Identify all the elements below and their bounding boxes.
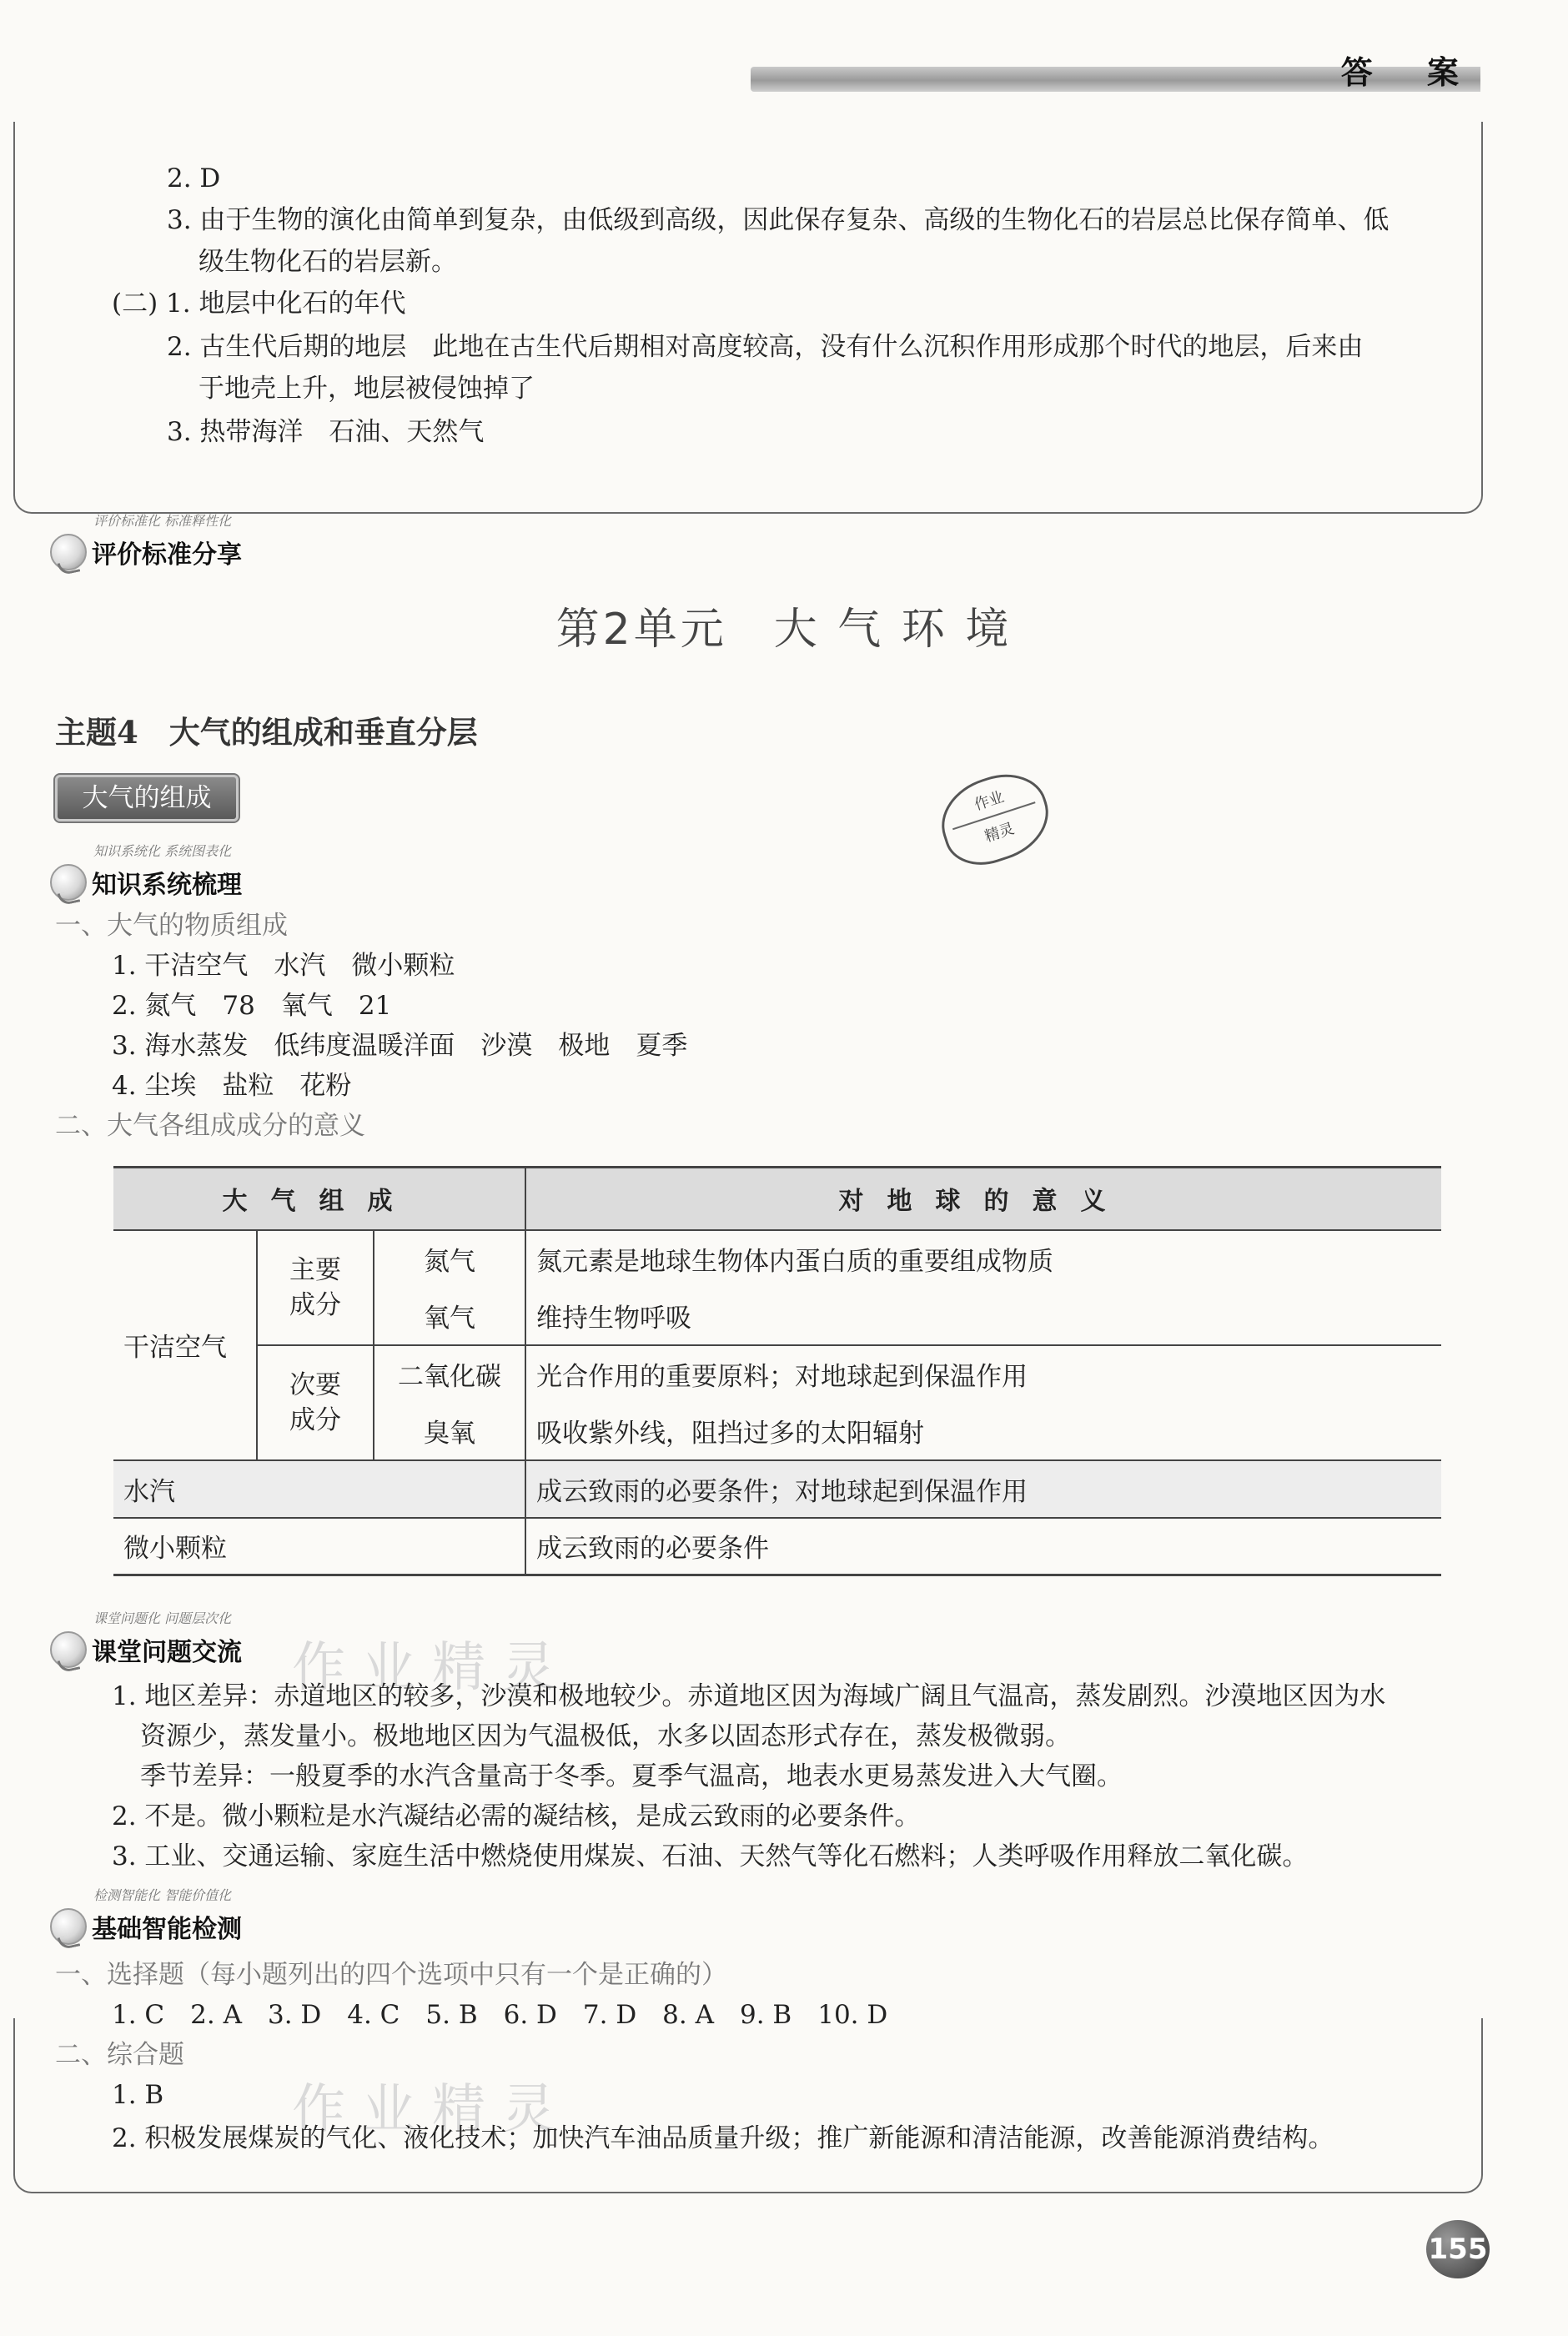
table-cell: 成云致雨的必要条件 (525, 1518, 1441, 1575)
table-cell: 氮元素是地球生物体内蛋白质的重要组成物质 (525, 1230, 1441, 1288)
section-bullet-icon (50, 534, 87, 570)
answer-line: (二) 1. 地层中化石的年代 (112, 289, 406, 319)
section-subtitle: 课堂问题化 问题层次化 (93, 1610, 232, 1626)
page-number: 155 (1426, 2220, 1490, 2278)
answer-line: 1. C 2. A 3. D 4. C 5. B 6. D 7. D 8. A 9. B 10. D (112, 2000, 888, 2030)
table-header: 对地球的意义 (525, 1168, 1441, 1230)
section-classroom (50, 1610, 242, 1668)
answer-frame-bottom (13, 2018, 1483, 2193)
topic-title: 主题4 大气的组成和垂直分层 (55, 714, 478, 751)
subheading: 一、大气的物质组成 (55, 911, 288, 941)
answer-line: 级生物化石的岩层新。 (199, 247, 457, 277)
answer-line: 3. 热带海洋 石油、天然气 (167, 417, 485, 447)
answer-line: 3. 由于生物的演化由简单到复杂，由低级到高级，因此保存复杂、高级的生物化石的岩层总比保存简单、低 (167, 205, 1390, 235)
subheading: 一、选择题（每小题列出的四个选项中只有一个是正确的） (55, 1960, 727, 1990)
table-header: 大气组成 (113, 1168, 525, 1230)
list-item: 1. 干洁空气 水汽 微小颗粒 (112, 951, 455, 981)
table-cell: 成云致雨的必要条件；对地球起到保温作用 (525, 1460, 1441, 1518)
table-cell: 水汽 (113, 1460, 525, 1518)
topic-tag: 大气的组成 (55, 775, 239, 821)
section-bullet-icon (50, 1631, 87, 1668)
minor-components-cell: 次要成分 (257, 1345, 374, 1460)
homework-stamp (931, 762, 1060, 875)
section-title: 基础智能检测 (92, 1915, 242, 1944)
list-item: 4. 尘埃 盐粒 花粉 (112, 1071, 352, 1101)
section-evaluation (50, 513, 242, 570)
section-bullet-icon (50, 1908, 87, 1945)
stamp-line: 精灵 (983, 820, 1017, 846)
answer-line: 2. 积极发展煤炭的气化、液化技术；加快汽车油品质量升级；推广新能源和清洁能源，改善能源消费结构。 (112, 2123, 1334, 2153)
answer-line: 于地壳上升，地层被侵蚀掉了 (199, 374, 535, 404)
section-title: 知识系统梳理 (92, 871, 242, 900)
answer-line: 2. 不是。微小颗粒是水汽凝结必需的凝结核，是成云致雨的必要条件。 (112, 1801, 921, 1831)
table-cell: 氮气 (374, 1230, 525, 1288)
answer-line: 2. 古生代后期的地层 此地在古生代后期相对高度较高，没有什么沉积作用形成那个时代的地层，后来由 (167, 332, 1364, 362)
table-cell: 氧气 (374, 1288, 525, 1345)
table-cell: 维持生物呼吸 (525, 1288, 1441, 1345)
section-title: 评价标准分享 (92, 540, 242, 570)
answer-line: 2. D (167, 163, 221, 193)
unit-title: 第2单元 大 气 环 境 (555, 605, 1013, 655)
table-cell: 微小颗粒 (113, 1518, 525, 1575)
answer-line: 资源少，蒸发量小。极地地区因为气温极低，水多以固态形式存在，蒸发极微弱。 (140, 1721, 1071, 1751)
answer-line: 季节差异：一般夏季的水汽含量高于冬季。夏季气温高，地表水更易蒸发进入大气圈。 (140, 1761, 1123, 1791)
table-cell: 吸收紫外线，阻挡过多的太阳辐射 (525, 1403, 1441, 1460)
section-subtitle: 知识系统化 系统图表化 (93, 843, 232, 859)
section-bullet-icon (50, 864, 87, 901)
section-knowledge (50, 843, 242, 901)
section-basic (50, 1887, 242, 1945)
table-cell: 二氧化碳 (374, 1345, 525, 1403)
section-title: 课堂问题交流 (92, 1638, 242, 1667)
table-cell: 光合作用的重要原料；对地球起到保温作用 (525, 1345, 1441, 1403)
answer-line: 1. 地区差异：赤道地区的较多，沙漠和极地较少。赤道地区因为海域广阔且气温高，蒸发剧烈。沙漠地区因为水 (112, 1681, 1386, 1711)
section-subtitle: 评价标准化 标准释性化 (93, 513, 232, 529)
main-components-cell: 主要成分 (257, 1230, 374, 1345)
table-cell: 臭氧 (374, 1403, 525, 1460)
watermark: 作业精灵 (292, 1637, 572, 1699)
answer-line: 3. 工业、交通运输、家庭生活中燃烧使用煤炭、石油、天然气等化石燃料；人类呼吸作用释放二氧化碳。 (112, 1841, 1309, 1871)
section-subtitle: 检测智能化 智能价值化 (93, 1887, 232, 1903)
subheading: 二、大气各组成成分的意义 (55, 1111, 365, 1141)
answer-line: 1. B (112, 2080, 164, 2110)
composition-table (113, 1166, 1441, 1576)
list-item: 2. 氮气 78 氧气 21 (112, 991, 392, 1021)
list-item: 3. 海水蒸发 低纬度温暖洋面 沙漠 极地 夏季 (112, 1031, 688, 1061)
dry-air-cell: 干洁空气 (113, 1230, 257, 1460)
header-label: 答 案 (1340, 54, 1480, 91)
watermark: 作业精灵 (292, 2079, 572, 2141)
stamp-line: 作业 (972, 788, 1007, 815)
subheading: 二、综合题 (55, 2040, 184, 2070)
